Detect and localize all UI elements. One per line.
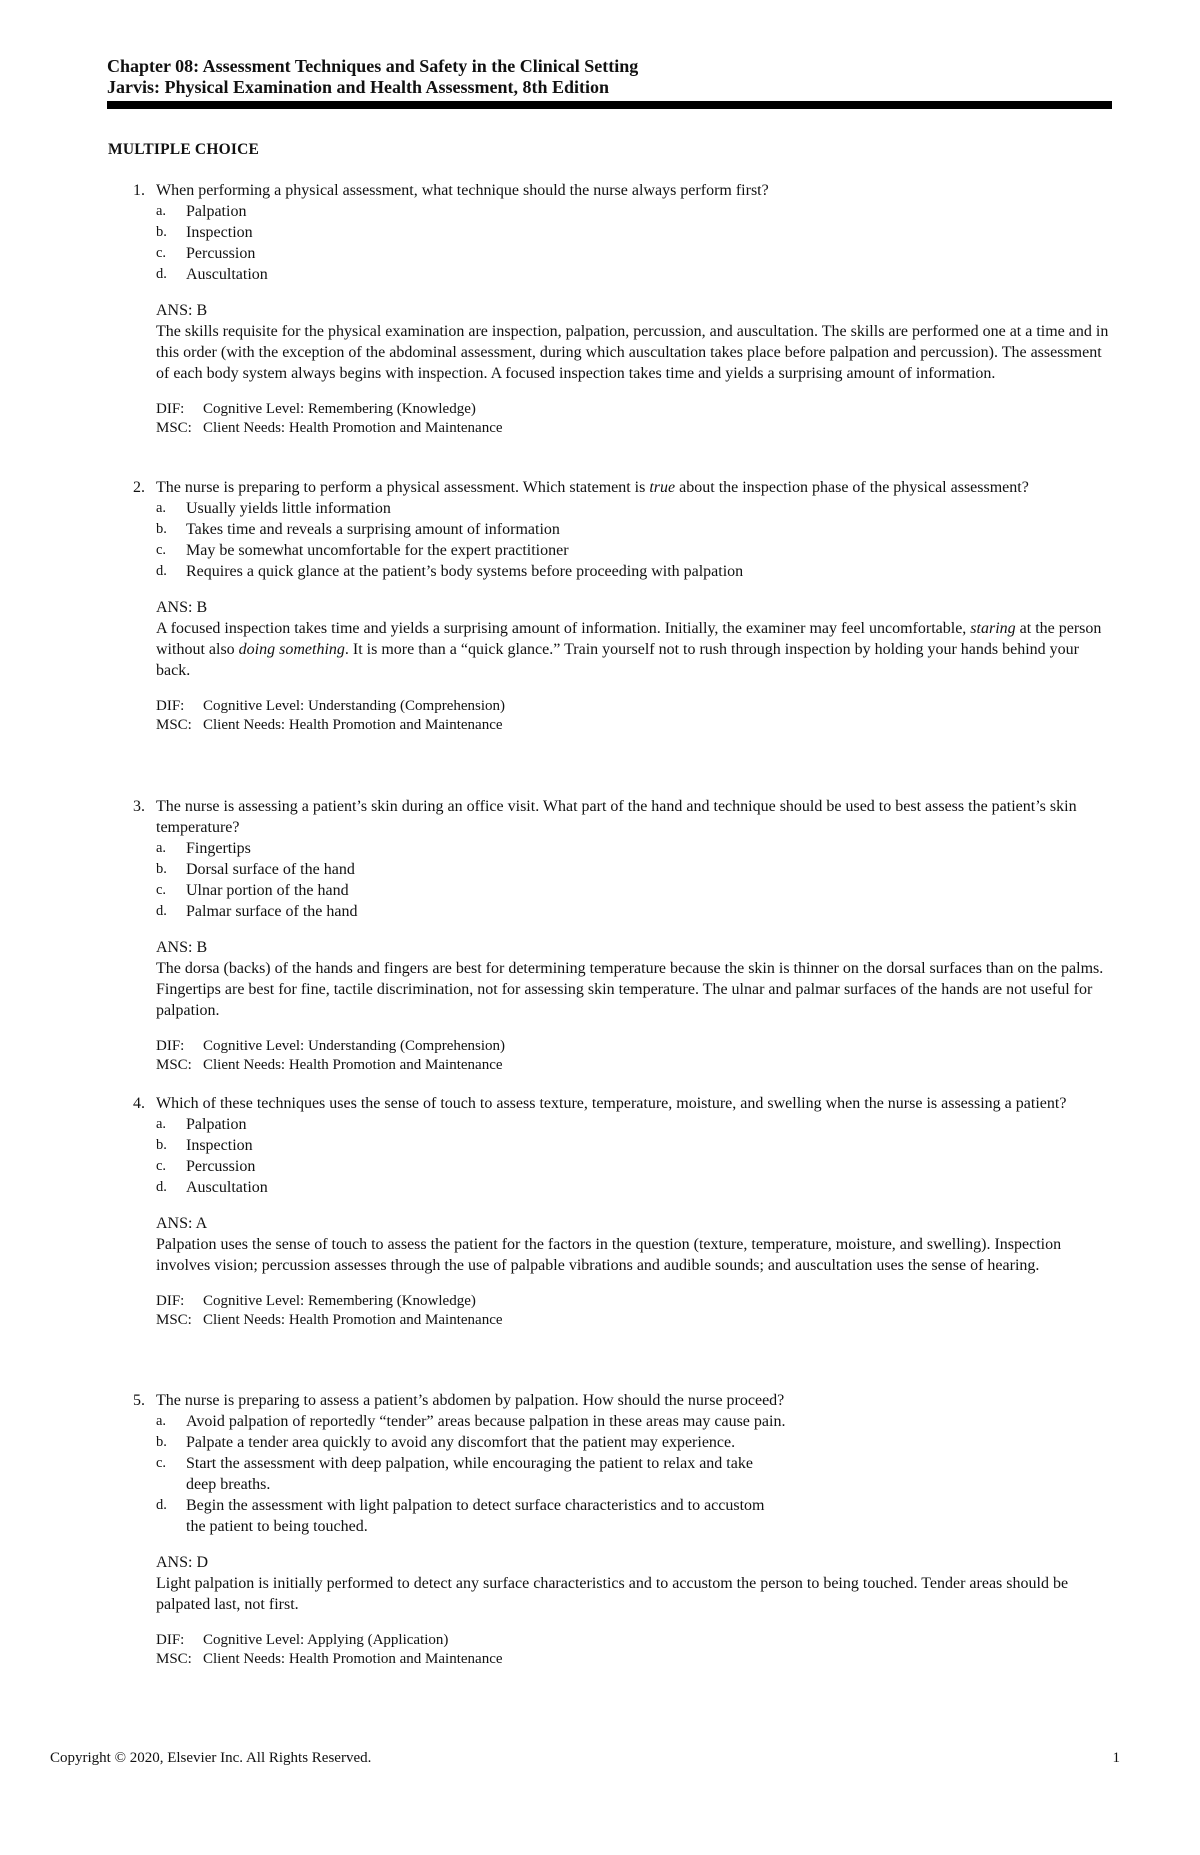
dif-label: DIF: xyxy=(156,1632,185,1648)
option-letter: a. xyxy=(156,203,167,219)
option-text: Start the assessment with deep palpation, while encouraging the patient to relax and take deep breaths. xyxy=(186,1455,753,1493)
question-meta xyxy=(156,1037,1112,1075)
option-d xyxy=(156,1495,786,1537)
option-c xyxy=(156,243,1112,264)
page-number: 1 xyxy=(1112,1750,1120,1766)
option-text: Fingertips xyxy=(186,840,251,857)
option-letter: b. xyxy=(156,1137,167,1153)
rationale: Light palpation is initially performed to detect any surface characteristics and to accustom the person to being touched. Tender areas should be palpated last, not first. xyxy=(156,1575,1069,1613)
option-a xyxy=(156,201,1112,222)
question-3 xyxy=(127,796,1112,1075)
copyright-notice: Copyright © 2020, Elsevier Inc. All Rights Reserved. xyxy=(50,1750,372,1766)
question-meta xyxy=(156,1631,1112,1669)
answer-block xyxy=(156,1213,1112,1276)
answer-block xyxy=(156,937,1112,1021)
option-text: Avoid palpation of reportedly “tender” areas because palpation in these areas may cause pain. xyxy=(186,1413,786,1430)
question-stem: When performing a physical assessment, what technique should the nurse always perform first? xyxy=(156,182,769,199)
option-letter: c. xyxy=(156,1455,167,1471)
answer-key: ANS: D xyxy=(156,1554,209,1571)
stem-part: The nurse is preparing to perform a physical assessment. Which statement is xyxy=(156,479,650,496)
client-needs: Client Needs: Health Promotion and Maintenance xyxy=(203,420,503,436)
option-text: Takes time and reveals a surprising amount of information xyxy=(186,521,560,538)
dif-label: DIF: xyxy=(156,401,185,417)
question-meta xyxy=(156,1292,1112,1330)
answer-options xyxy=(156,201,1112,285)
question-stem xyxy=(156,477,1112,498)
option-letter: a. xyxy=(156,1116,167,1132)
dif-label: DIF: xyxy=(156,1293,185,1309)
dif-label: DIF: xyxy=(156,1038,185,1054)
msc-label: MSC: xyxy=(156,1057,192,1073)
page-header xyxy=(107,56,1112,98)
option-d xyxy=(156,901,1112,922)
difficulty: Cognitive Level: Understanding (Comprehension) xyxy=(203,698,506,714)
option-b xyxy=(156,222,1112,243)
difficulty: Cognitive Level: Understanding (Comprehension) xyxy=(203,1038,506,1054)
question-number: 2. xyxy=(133,479,145,496)
answer-block xyxy=(156,597,1112,681)
question-stem: The nurse is preparing to assess a patient’s abdomen by palpation. How should the nurse proceed? xyxy=(156,1392,785,1409)
difficulty: Cognitive Level: Remembering (Knowledge) xyxy=(203,401,476,417)
answer-block xyxy=(156,300,1112,384)
client-needs: Client Needs: Health Promotion and Maintenance xyxy=(203,1651,503,1667)
option-letter: b. xyxy=(156,861,167,877)
section-title: MULTIPLE CHOICE xyxy=(108,141,259,158)
rationale-part: at the person without also xyxy=(156,620,1102,658)
option-text: Requires a quick glance at the patient’s body systems before proceeding with palpation xyxy=(186,563,744,580)
option-text: Auscultation xyxy=(186,1179,268,1196)
answer-block xyxy=(156,1552,1112,1615)
option-c xyxy=(156,880,1112,901)
option-letter: b. xyxy=(156,521,167,537)
option-text: Inspection xyxy=(186,224,253,241)
option-letter: b. xyxy=(156,1434,167,1450)
option-d xyxy=(156,264,1112,285)
rationale-part: A focused inspection takes time and yields a surprising amount of information. Initially, the examiner may feel uncomfortable, xyxy=(156,620,971,637)
option-d xyxy=(156,1177,1112,1198)
option-text: Palpate a tender area quickly to avoid any discomfort that the patient may experience. xyxy=(186,1434,736,1451)
rationale-part: . It is more than a “quick glance.” Train yourself not to rush through inspection by holding your hands behind your back. xyxy=(156,641,1079,679)
option-letter: d. xyxy=(156,903,167,919)
book-title: Jarvis: Physical Examination and Health Assessment, 8th Edition xyxy=(107,77,610,97)
answer-options xyxy=(156,838,1112,922)
rationale-emphasis: staring xyxy=(970,620,1016,637)
option-letter: d. xyxy=(156,563,167,579)
chapter-title: Chapter 08: Assessment Techniques and Safety in the Clinical Setting xyxy=(107,56,639,76)
option-letter: d. xyxy=(156,1179,167,1195)
msc-label: MSC: xyxy=(156,717,192,733)
question-1 xyxy=(127,180,1112,438)
option-text: Inspection xyxy=(186,1137,253,1154)
client-needs: Client Needs: Health Promotion and Maintenance xyxy=(203,717,503,733)
option-text: Begin the assessment with light palpation to detect surface characteristics and to accustom the patient to being touched. xyxy=(186,1497,765,1535)
question-number: 1. xyxy=(133,182,145,199)
answer-key: ANS: B xyxy=(156,302,208,319)
option-text: Dorsal surface of the hand xyxy=(186,861,355,878)
question-meta xyxy=(156,697,1112,735)
option-text: Palpation xyxy=(186,203,247,220)
option-letter: d. xyxy=(156,266,167,282)
question-meta xyxy=(156,400,1112,438)
question-stem: The nurse is assessing a patient’s skin during an office visit. What part of the hand and technique should be used to best assess the patient’s skin temperature? xyxy=(156,798,1077,836)
option-c xyxy=(156,540,1112,561)
option-a xyxy=(156,498,1112,519)
option-letter: c. xyxy=(156,882,167,898)
header-rule xyxy=(107,101,1112,109)
question-2 xyxy=(127,477,1112,735)
msc-label: MSC: xyxy=(156,1651,192,1667)
question-stem: Which of these techniques uses the sense of touch to assess texture, temperature, moisture, and swelling when the nurse is assessing a patient? xyxy=(156,1095,1067,1112)
option-text: Percussion xyxy=(186,245,256,262)
option-letter: b. xyxy=(156,224,167,240)
option-text: Palmar surface of the hand xyxy=(186,903,358,920)
option-b xyxy=(156,1135,1112,1156)
question-number: 3. xyxy=(133,798,145,815)
difficulty: Cognitive Level: Applying (Application) xyxy=(203,1632,449,1648)
option-letter: a. xyxy=(156,500,167,516)
stem-emphasis: true xyxy=(649,479,676,496)
option-b xyxy=(156,859,1112,880)
option-letter: a. xyxy=(156,840,167,856)
difficulty: Cognitive Level: Remembering (Knowledge) xyxy=(203,1293,476,1309)
answer-options xyxy=(156,1114,1112,1198)
rationale xyxy=(156,618,1112,681)
rationale: Palpation uses the sense of touch to assess the patient for the factors in the question (texture, temperature, moisture, and swelling). Inspection involves vision; percussion assesses through the use of palpable vibrations and audible sounds; and auscultation uses the sense of hearing. xyxy=(156,1236,1062,1274)
option-b xyxy=(156,519,1112,540)
question-number: 5. xyxy=(133,1392,145,1409)
option-text: Usually yields little information xyxy=(186,500,391,517)
msc-label: MSC: xyxy=(156,1312,192,1328)
answer-key: ANS: B xyxy=(156,939,208,956)
option-letter: c. xyxy=(156,245,167,261)
option-text: Palpation xyxy=(186,1116,247,1133)
client-needs: Client Needs: Health Promotion and Maintenance xyxy=(203,1057,503,1073)
rationale: The dorsa (backs) of the hands and fingers are best for determining temperature because the skin is thinner on the dorsal surfaces than on the palms. Fingertips are best for fine, tactile discrimination, not for assessing skin temperature. The ulnar and palmar surfaces of the hands are not useful for palpation. xyxy=(156,960,1104,1019)
answer-options xyxy=(156,1411,1112,1537)
question-number: 4. xyxy=(133,1095,145,1112)
answer-options xyxy=(156,498,1112,582)
option-a xyxy=(156,1114,1112,1135)
question-5 xyxy=(127,1390,1112,1669)
option-c xyxy=(156,1156,1112,1177)
msc-label: MSC: xyxy=(156,420,192,436)
question-4 xyxy=(127,1093,1112,1330)
option-text: Ulnar portion of the hand xyxy=(186,882,349,899)
rationale-emphasis: doing something xyxy=(238,641,345,658)
option-letter: c. xyxy=(156,1158,167,1174)
stem-part: about the inspection phase of the physical assessment? xyxy=(675,479,1029,496)
option-text: May be somewhat uncomfortable for the expert practitioner xyxy=(186,542,569,559)
option-a xyxy=(156,838,1112,859)
option-text: Percussion xyxy=(186,1158,256,1175)
client-needs: Client Needs: Health Promotion and Maintenance xyxy=(203,1312,503,1328)
option-a xyxy=(156,1411,786,1432)
rationale: The skills requisite for the physical examination are inspection, palpation, percussion, and auscultation. The skills are performed one at a time and in this order (with the exception of the abdominal assessment, during which auscultation takes place before palpation and percussion). The assessment of each body system always begins with inspection. A focused inspection takes time and yields a surprising amount of information. xyxy=(156,323,1109,382)
option-letter: c. xyxy=(156,542,167,558)
option-d xyxy=(156,561,786,582)
option-text: Auscultation xyxy=(186,266,268,283)
option-letter: a. xyxy=(156,1413,167,1429)
option-b xyxy=(156,1432,786,1453)
option-c xyxy=(156,1453,786,1495)
answer-key: ANS: B xyxy=(156,599,208,616)
dif-label: DIF: xyxy=(156,698,185,714)
option-letter: d. xyxy=(156,1497,167,1513)
answer-key: ANS: A xyxy=(156,1215,208,1232)
